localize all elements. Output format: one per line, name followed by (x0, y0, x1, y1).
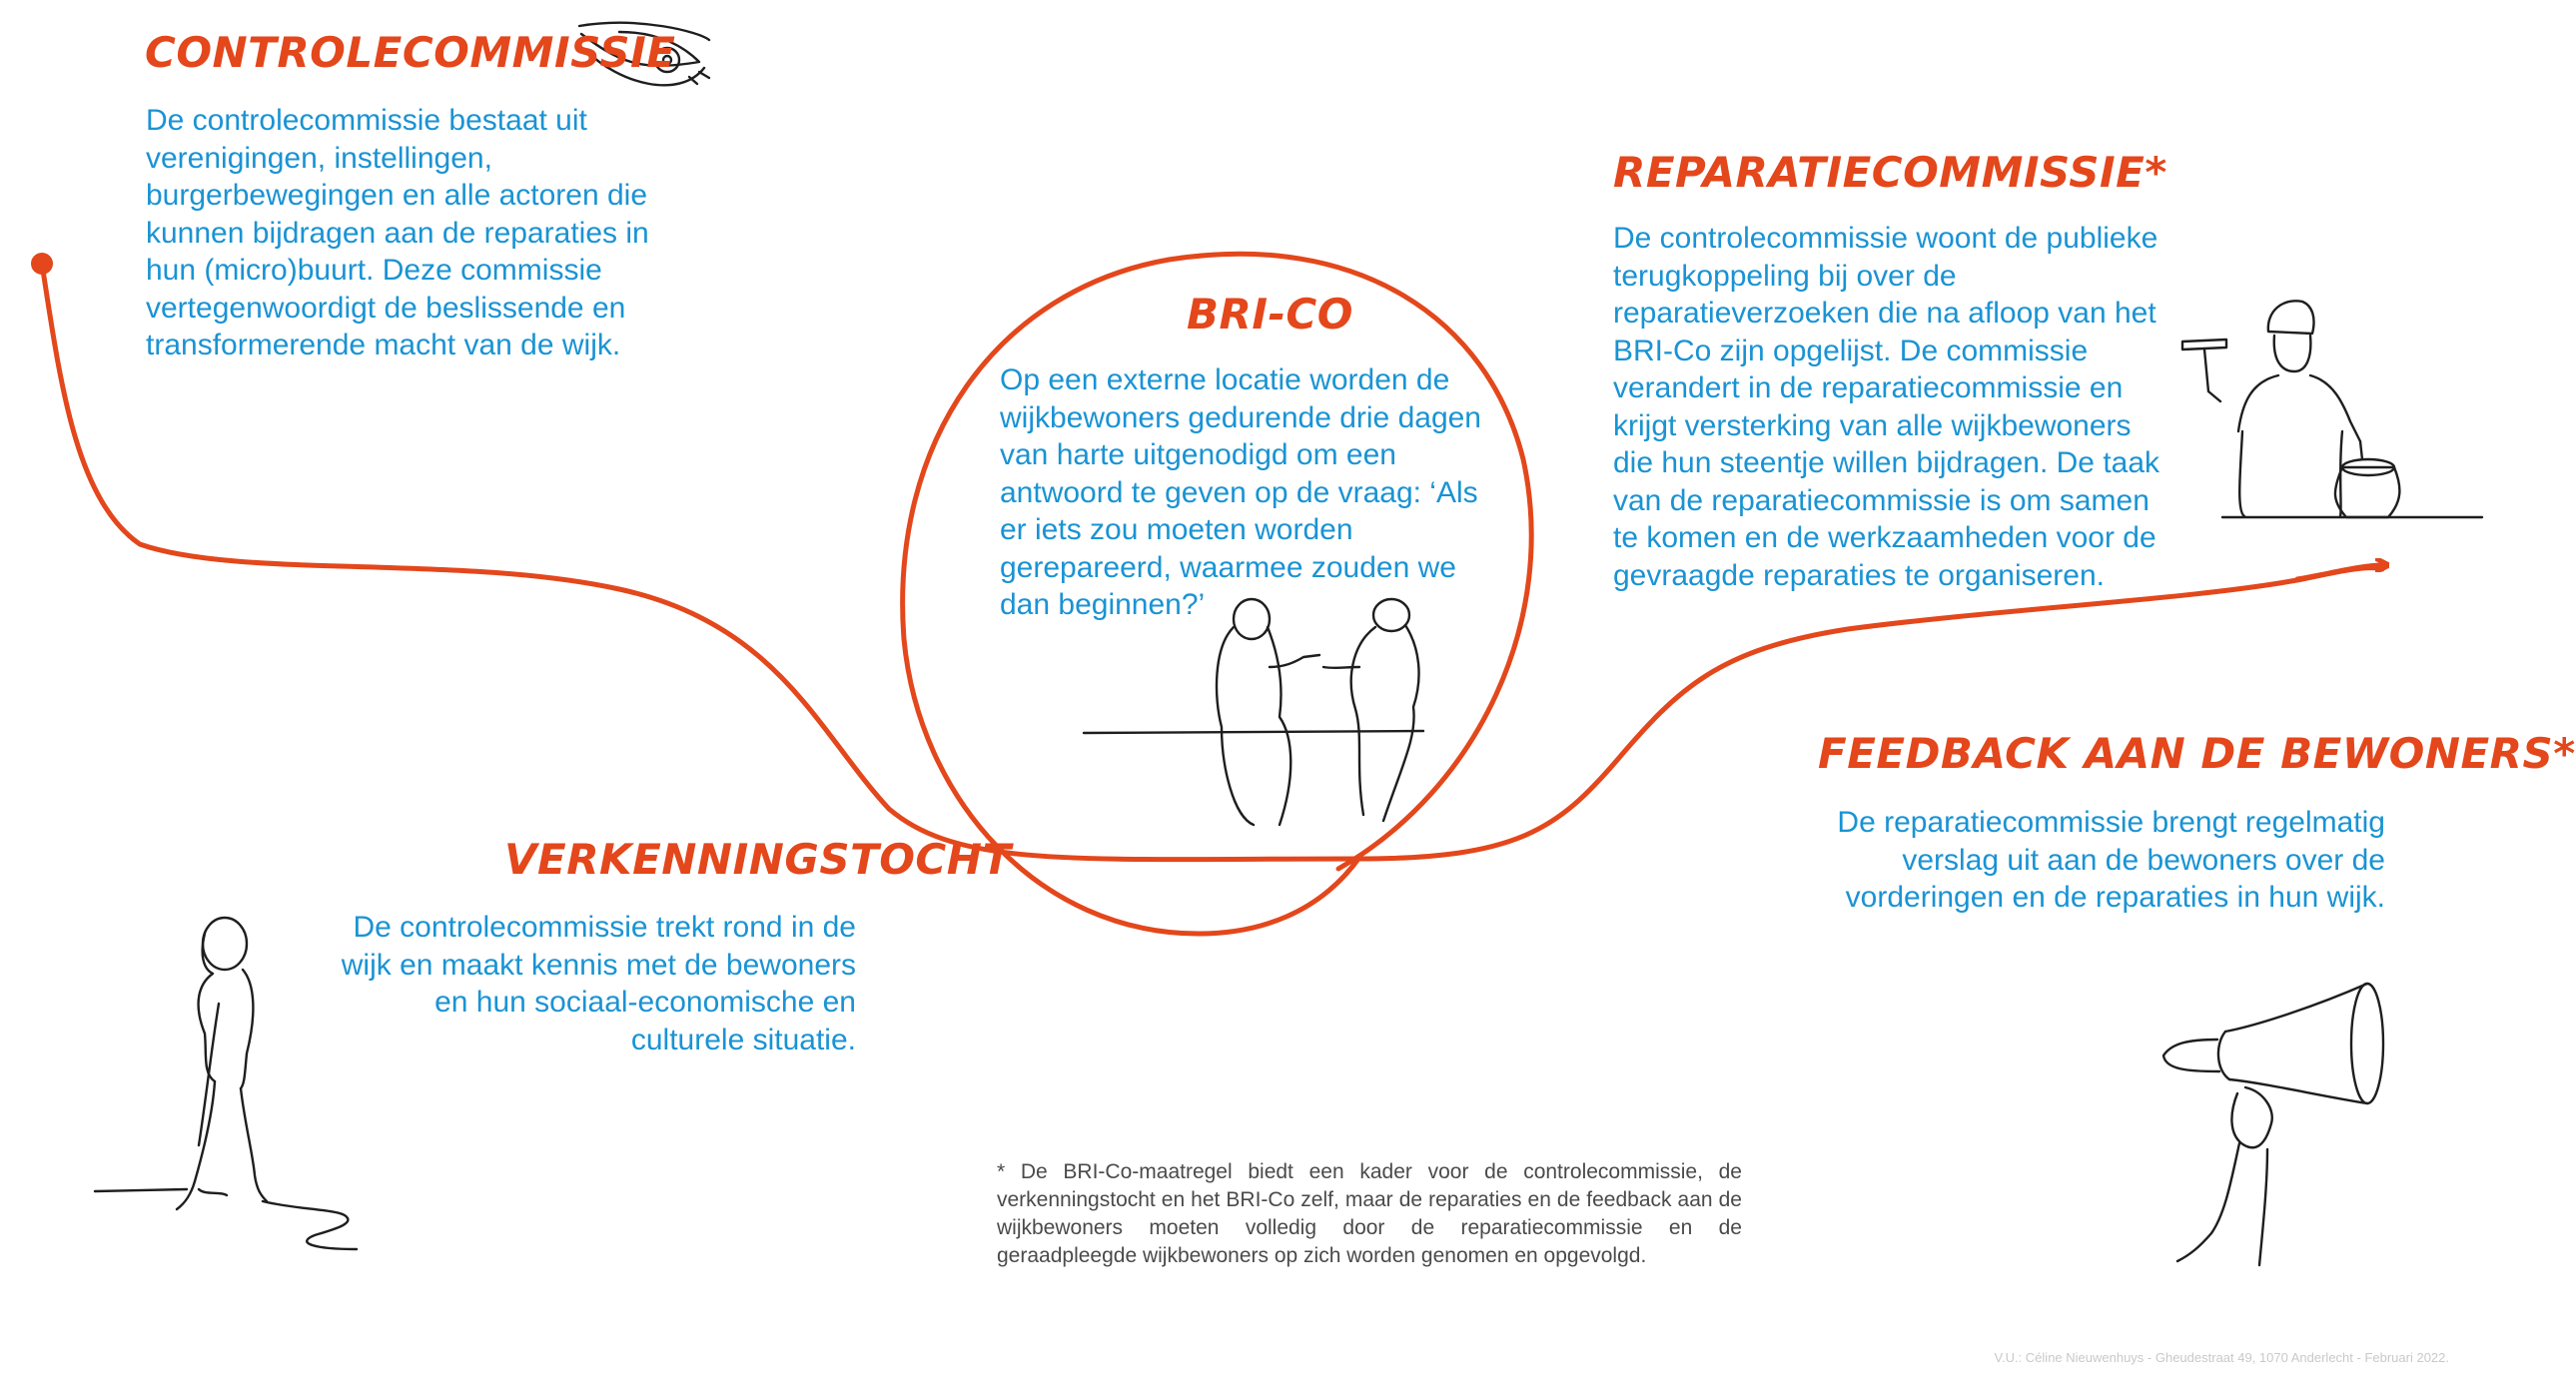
verkenningstocht-heading: VERKENNINGSTOCHT (504, 835, 1012, 884)
feedback-heading: FEEDBACK AAN DE BEWONERS* (1818, 729, 2576, 778)
footnote: * De BRI-Co-maatregel biedt een kader voor de controlecommissie, de verkenningstocht en het BRI-Co zelf, maar de reparaties en de feedback aan de wijkbewoners moeten volledig door de reparatiecommissie en de geraadpleegde wijkbewoners op zich worden genomen en opgevolgd. (997, 1160, 1742, 1267)
two-people-talking-icon (1084, 599, 1423, 825)
brico-heading: BRI-CO (1187, 290, 1353, 339)
megaphone-icon (2163, 984, 2383, 1265)
verkenningstocht-text: De controlecommissie trekt rond in de wijk en maakt kennis met de bewoners en hun sociaal-economische en culturele situatie. (341, 911, 856, 1056)
controlecommissie-text: De controlecommissie bestaat uit verenigingen, instellingen, burgerbewegingen en alle actoren die kunnen bijdragen aan de reparaties in hun (micro)buurt. Deze commissie vertegenwoordigt de beslissende en transformerende macht van de wijk. (146, 104, 649, 361)
path-arrow (2297, 565, 2382, 579)
colophon: V.U.: Céline Nieuwenhuys - Gheudestraat 49, 1070 Anderlecht - Februari 2022. (1994, 1350, 2449, 1365)
reparatiecommissie-heading: REPARATIECOMMISSIE* (1613, 148, 2167, 197)
feedback-text: De reparatiecommissie brengt regelmatig verslag uit aan de bewoners over de vorderingen en de reparaties in hun wijk. (1837, 806, 2385, 914)
reparatiecommissie-text: De controlecommissie woont de publieke terugkoppeling bij over de reparatieverzoeken die na afloop van het BRI-Co zijn opgelijst. De commissie verandert in de reparatiecommissie en krijgt versterking van alle wijkbewoners die hun steentje willen bijdragen. De taak van de reparatiecommissie is om samen te komen en de werkzaamheden voor de gevraagde reparaties te organiseren. (1613, 222, 2160, 592)
worker-with-paint-roller-icon (2182, 301, 2482, 517)
brico-text: Op een externe locatie worden de wijkbewoners gedurende drie dagen van harte uitgenodigd om een antwoord te geven op de vraag: ‘Als er iets zou moeten worden gerepareerd, waarmee zouden we dan beginnen?’ (1000, 363, 1481, 621)
controlecommissie-heading: CONTROLECOMMISSIE (145, 28, 676, 77)
